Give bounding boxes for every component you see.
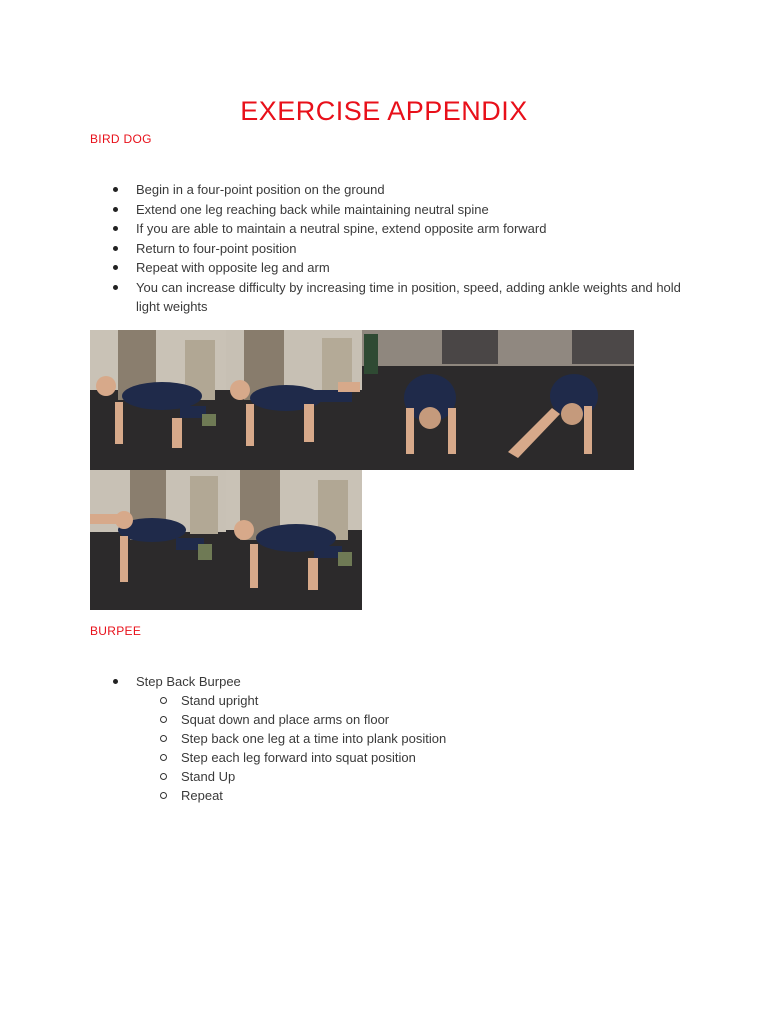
circle-bullet-icon bbox=[160, 792, 167, 799]
bullet-icon bbox=[113, 265, 118, 270]
photo-return-four-point bbox=[226, 470, 362, 610]
photo-arm-leg-extended bbox=[90, 470, 226, 610]
bullet-icon bbox=[113, 285, 118, 290]
photo-leg-extended bbox=[226, 330, 362, 470]
list-item: Return to four-point position bbox=[110, 239, 690, 258]
list-item: Extend one leg reaching back while maintaining neutral spine bbox=[110, 200, 690, 219]
sub-list-item: Repeat bbox=[136, 786, 690, 805]
bird-dog-heading: BIRD DOG bbox=[90, 132, 152, 146]
bullet-icon bbox=[113, 226, 118, 231]
burpee-heading: BURPEE bbox=[90, 624, 142, 638]
sub-list-item: Stand upright bbox=[136, 691, 690, 710]
photo-front-arm-extended bbox=[498, 330, 634, 470]
bullet-icon bbox=[113, 207, 118, 212]
photo-front-four-point bbox=[362, 330, 498, 470]
sub-list-item: Stand Up bbox=[136, 767, 690, 786]
sub-list-item: Squat down and place arms on floor bbox=[136, 710, 690, 729]
burpee-list bbox=[110, 672, 690, 806]
circle-bullet-icon bbox=[160, 716, 167, 723]
circle-bullet-icon bbox=[160, 773, 167, 780]
page-title: EXERCISE APPENDIX bbox=[240, 96, 528, 126]
circle-bullet-icon bbox=[160, 754, 167, 761]
sub-list-item: Step each leg forward into squat position bbox=[136, 748, 690, 767]
bird-dog-photo-grid bbox=[90, 330, 634, 610]
sub-list-item: Step back one leg at a time into plank position bbox=[136, 729, 690, 748]
circle-bullet-icon bbox=[160, 697, 167, 704]
bullet-icon bbox=[113, 246, 118, 251]
list-item: Step Back Burpee Stand upright Squat down and place arms on floor Step back one leg at a time into plank position Step each leg forward into squat position Stand Up Repeat bbox=[110, 672, 690, 805]
bullet-icon bbox=[113, 187, 118, 192]
list-item: Begin in a four-point position on the ground bbox=[110, 180, 690, 199]
list-item: You can increase difficulty by increasing time in position, speed, adding ankle weights and hold light weights bbox=[110, 278, 690, 316]
circle-bullet-icon bbox=[160, 735, 167, 742]
burpee-sublist bbox=[136, 691, 690, 805]
list-item: Repeat with opposite leg and arm bbox=[110, 258, 690, 277]
bullet-icon bbox=[113, 679, 118, 684]
photo-four-point-side bbox=[90, 330, 226, 470]
list-item: If you are able to maintain a neutral spine, extend opposite arm forward bbox=[110, 219, 690, 238]
bird-dog-list bbox=[110, 180, 690, 317]
